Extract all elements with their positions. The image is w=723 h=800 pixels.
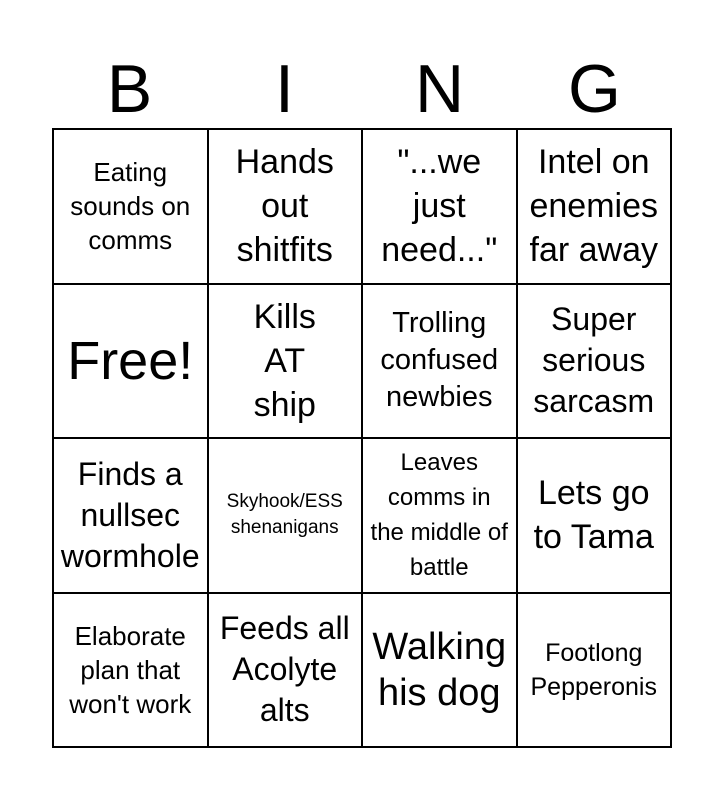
cell-text: Elaborate plan that won't work bbox=[69, 620, 192, 719]
cell-text: Footlong Pepperonis bbox=[530, 638, 657, 701]
cell-text: Walking his dog bbox=[372, 625, 507, 714]
bingo-cell[interactable] bbox=[518, 130, 673, 285]
bingo-cell[interactable] bbox=[54, 439, 209, 594]
bingo-cell[interactable] bbox=[54, 130, 209, 285]
bingo-board bbox=[52, 128, 672, 748]
header-letter-n: N bbox=[414, 51, 465, 127]
cell-text: Leaves comms in the middle of battle bbox=[370, 449, 508, 582]
header-letter-i: I bbox=[275, 51, 294, 127]
bingo-cell[interactable] bbox=[518, 594, 673, 749]
bingo-cell[interactable] bbox=[363, 439, 518, 594]
bingo-cell[interactable] bbox=[209, 130, 364, 285]
cell-text: Hands out shitfits bbox=[235, 143, 334, 270]
bingo-cell[interactable] bbox=[518, 439, 673, 594]
header-letter-g: G bbox=[568, 51, 621, 127]
cell-text: Finds a nullsec wormhole bbox=[60, 455, 200, 574]
bingo-cell[interactable] bbox=[54, 285, 209, 440]
cell-text: "...we just need..." bbox=[381, 143, 498, 270]
bingo-cell[interactable] bbox=[209, 594, 364, 749]
bingo-cell[interactable] bbox=[54, 594, 209, 749]
bingo-cell[interactable] bbox=[518, 285, 673, 440]
cell-text-free: Free! bbox=[67, 330, 194, 391]
cell-text: Intel on enemies far away bbox=[529, 143, 658, 270]
cell-text: Feeds all Acolyte alts bbox=[219, 610, 350, 729]
cell-text: Super serious sarcasm bbox=[533, 301, 655, 420]
cell-text: Eating sounds on comms bbox=[70, 157, 191, 256]
bingo-cell[interactable] bbox=[363, 285, 518, 440]
bingo-cell[interactable] bbox=[209, 439, 364, 594]
cell-text: Kills AT ship bbox=[253, 297, 316, 424]
bingo-cell[interactable] bbox=[209, 285, 364, 440]
bingo-cell[interactable] bbox=[363, 594, 518, 749]
cell-text: Skyhook/ESS shenanigans bbox=[226, 491, 343, 539]
cell-text: Trolling confused newbies bbox=[380, 307, 499, 414]
bingo-cell[interactable] bbox=[363, 130, 518, 285]
bingo-header bbox=[52, 52, 672, 126]
header-letter-b: B bbox=[106, 51, 153, 127]
cell-text: Lets go to Tama bbox=[533, 474, 654, 557]
